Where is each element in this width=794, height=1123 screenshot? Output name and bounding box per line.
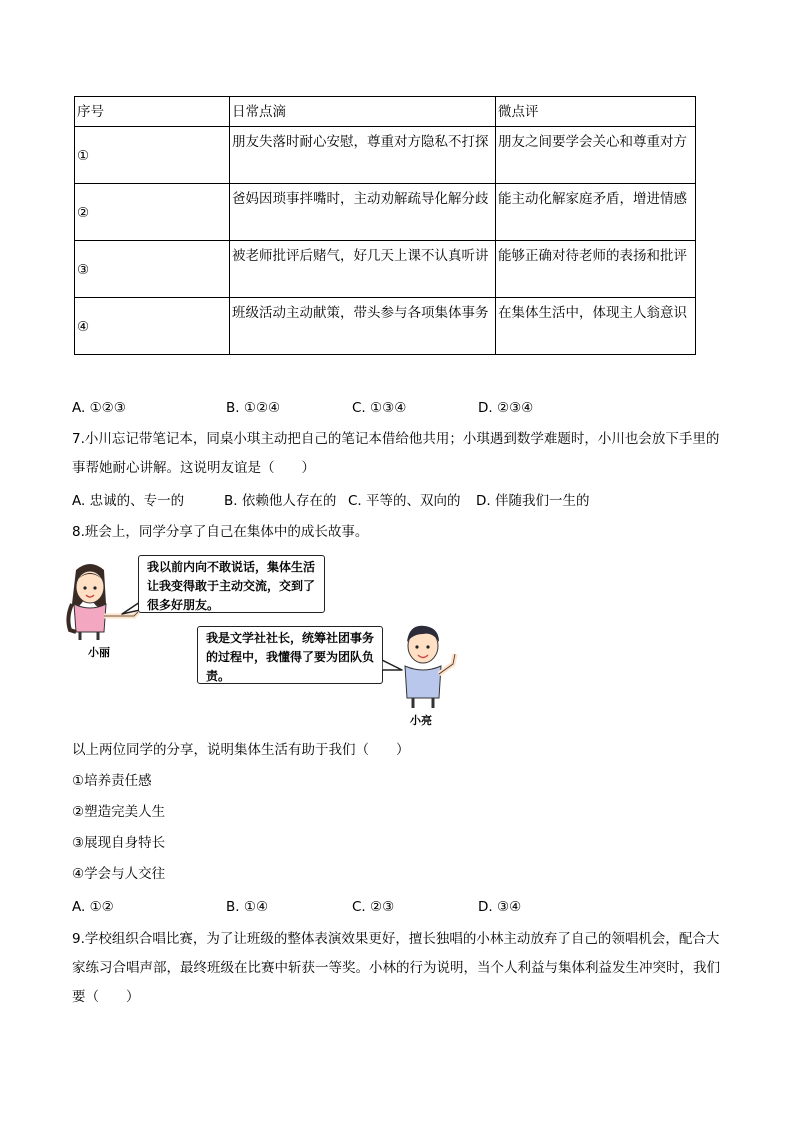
- row-index: ④: [75, 298, 230, 355]
- table-row: [75, 184, 696, 241]
- q6-option-a: A. ①②③: [72, 400, 126, 416]
- boy-name: 小亮: [410, 714, 432, 727]
- row-index: ③: [75, 241, 230, 298]
- q8-question: 以上两位同学的分享，说明集体生活有助于我们（ ）: [72, 742, 410, 758]
- table-row: [75, 298, 696, 355]
- q7-option-b: B. 依赖他人存在的: [224, 493, 337, 509]
- bubble1-text: 我以前内向不敢说话，集体生活让我变得敢于主动交流，交到了很多好朋友。: [138, 555, 325, 613]
- q6-option-c: C. ①③④: [352, 400, 407, 416]
- row-comment: 朋友之间要学会关心和尊重对方: [496, 127, 696, 184]
- header-comment: 微点评: [496, 97, 696, 127]
- q7-option-d: D. 伴随我们一生的: [476, 493, 590, 509]
- row-deed: 被老师批评后赌气，好几天上课不认真听讲: [230, 241, 496, 298]
- q8-item-1: ①培养责任感: [72, 773, 152, 789]
- boy-figure: [395, 620, 465, 710]
- q9-stem: 9.学校组织合唱比赛，为了让班级的整体表演效果更好，擅长独唱的小林主动放弃了自己的领唱机会，配合大家练习合唱声部，最终班级在比赛中斩获一等奖。小林的行为说明，当个人利益与集体利益发生冲突时，我们要（ ）: [72, 931, 720, 1005]
- q8-option-c: C. ②③: [352, 899, 395, 915]
- q6-option-d: D. ②③④: [478, 400, 534, 416]
- q8-item-3: ③展现自身特长: [72, 835, 166, 851]
- row-comment: 在集体生活中，体现主人翁意识: [496, 298, 696, 355]
- q8-item-4: ④学会与人交往: [72, 866, 166, 882]
- q8-option-a: A. ①②: [72, 899, 114, 915]
- q7-option-a: A. 忠诚的、专一的: [72, 493, 185, 509]
- table-header-row: [75, 97, 696, 127]
- record-table: [74, 96, 696, 355]
- q7-option-c: C. 平等的、双向的: [348, 493, 461, 509]
- row-deed: 班级活动主动献策，带头参与各项集体事务: [230, 298, 496, 355]
- q8-option-d: D. ③④: [478, 899, 522, 915]
- header-deed: 日常点滴: [230, 97, 496, 127]
- table-row: [75, 241, 696, 298]
- row-comment: 能够正确对待老师的表扬和批评: [496, 241, 696, 298]
- header-index: 序号: [75, 97, 230, 127]
- bubble1-tail-icon: [120, 600, 140, 620]
- row-index: ①: [75, 127, 230, 184]
- q6-option-b: B. ①②④: [226, 400, 281, 416]
- row-deed: 朋友失落时耐心安慰，尊重对方隐私不打探: [230, 127, 496, 184]
- table-row: [75, 127, 696, 184]
- q8-item-2: ②塑造完美人生: [72, 804, 166, 820]
- q7-stem: 7.小川忘记带笔记本，同桌小琪主动把自己的笔记本借给他共用；小琪遇到数学难题时，小川也会放下手里的事帮她耐心讲解。这说明友谊是（ ）: [72, 431, 720, 476]
- girl-name: 小丽: [88, 646, 110, 659]
- q8-option-b: B. ①④: [226, 899, 269, 915]
- q8-stem: 8.班会上，同学分享了自己在集体中的成长故事。: [72, 524, 369, 540]
- bubble2-text: 我是文学社社长，统筹社团事务的过程中，我懂得了要为团队负责。: [197, 626, 383, 684]
- row-index: ②: [75, 184, 230, 241]
- row-comment: 能主动化解家庭矛盾，增进情感: [496, 184, 696, 241]
- row-deed: 爸妈因琐事拌嘴时，主动劝解疏导化解分歧: [230, 184, 496, 241]
